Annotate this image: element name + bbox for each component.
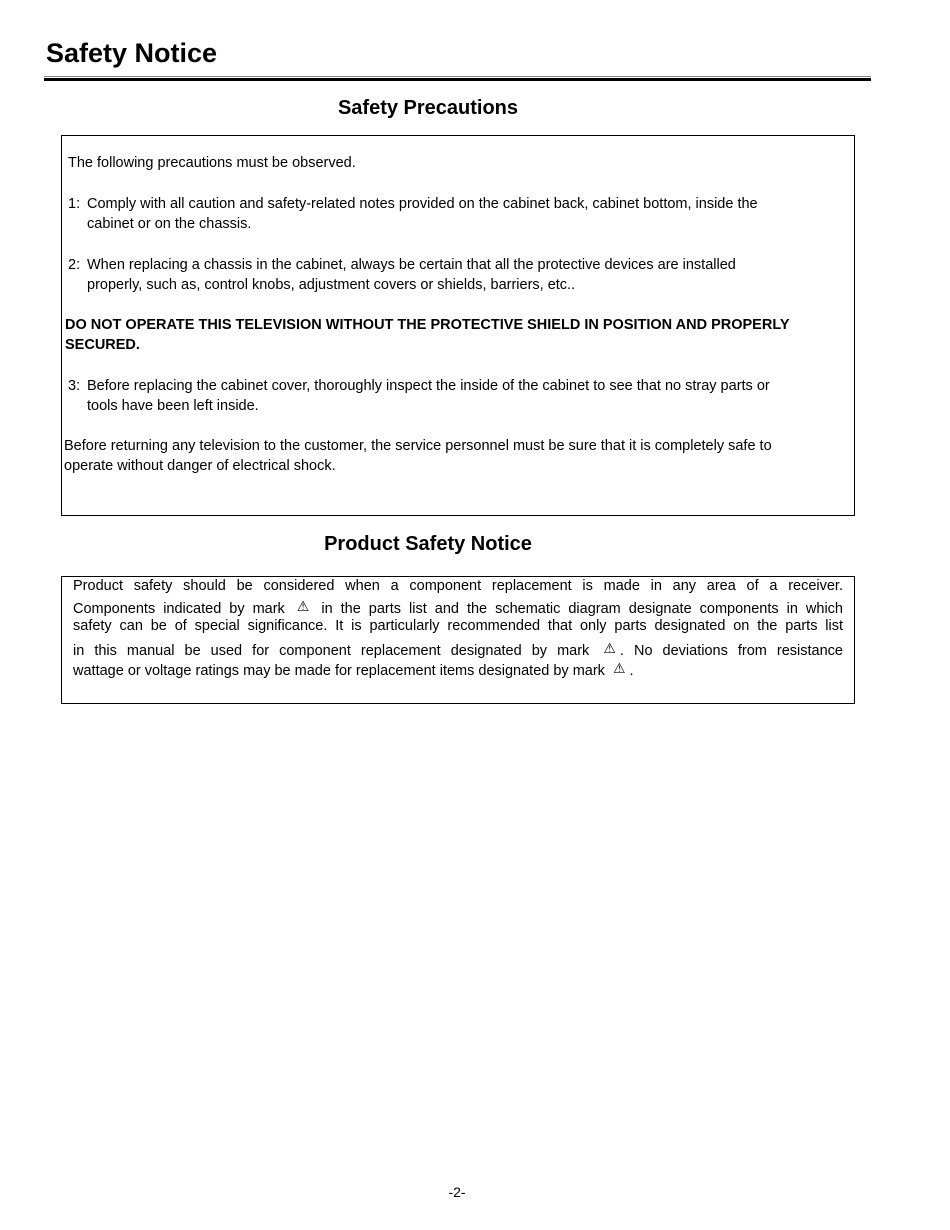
page-title: Safety Notice	[46, 38, 218, 68]
closing-text: operate without danger of electrical shock.	[64, 458, 336, 474]
product-text-line: safety can be of special significance. It is particularly recommended that only parts designated on the parts list	[73, 618, 843, 634]
warning-text: DO NOT OPERATE THIS TELEVISION WITHOUT THE PROTECTIVE SHIELD IN POSITION AND PROPERLY	[65, 317, 790, 333]
title-rule-thick	[44, 78, 871, 81]
title-rule	[44, 76, 871, 77]
item-number: 2:	[68, 257, 81, 273]
item-text: tools have been left inside.	[87, 398, 259, 414]
warning-text: SECURED.	[65, 337, 140, 353]
item-number: 3:	[68, 378, 81, 394]
item-text: When replacing a chassis in the cabinet, always be certain that all the protective devices are installed	[87, 257, 736, 273]
item-number: 1:	[68, 196, 81, 212]
product-text: . No deviations from resistance	[619, 643, 843, 659]
product-text: in the parts list and the schematic diagram designate components in which	[321, 601, 843, 617]
product-text: Components indicated by mark	[73, 601, 285, 617]
warning-triangle-icon: ⚠	[612, 660, 626, 676]
item-text: Comply with all caution and safety-related notes provided on the cabinet back, cabinet bottom, inside the	[87, 196, 758, 212]
intro-text: The following precautions must be observed.	[68, 155, 356, 171]
product-text: .	[629, 663, 634, 679]
item-text: cabinet or on the chassis.	[87, 216, 252, 232]
product-text-line	[73, 658, 843, 681]
safety-precautions-heading: Safety Precautions	[337, 97, 519, 119]
warning-triangle-icon: ⚠	[603, 640, 616, 656]
product-safety-heading: Product Safety Notice	[324, 533, 532, 555]
product-text-line: Product safety should be considered when a component replacement is made in any area of a receiver.	[73, 578, 843, 594]
product-text: in this manual be used for component replacement designated by mark	[73, 643, 590, 659]
page-number: -2-	[448, 1184, 466, 1200]
warning-triangle-icon: ⚠	[296, 598, 310, 614]
product-text: wattage or voltage ratings may be made for replacement items designated by mark	[73, 663, 605, 679]
item-text: properly, such as, control knobs, adjustment covers or shields, barriers, etc..	[87, 277, 576, 293]
closing-text: Before returning any television to the customer, the service personnel must be sure that it is completely safe to	[64, 438, 772, 454]
item-text: Before replacing the cabinet cover, thoroughly inspect the inside of the cabinet to see that no stray parts or	[87, 378, 770, 394]
